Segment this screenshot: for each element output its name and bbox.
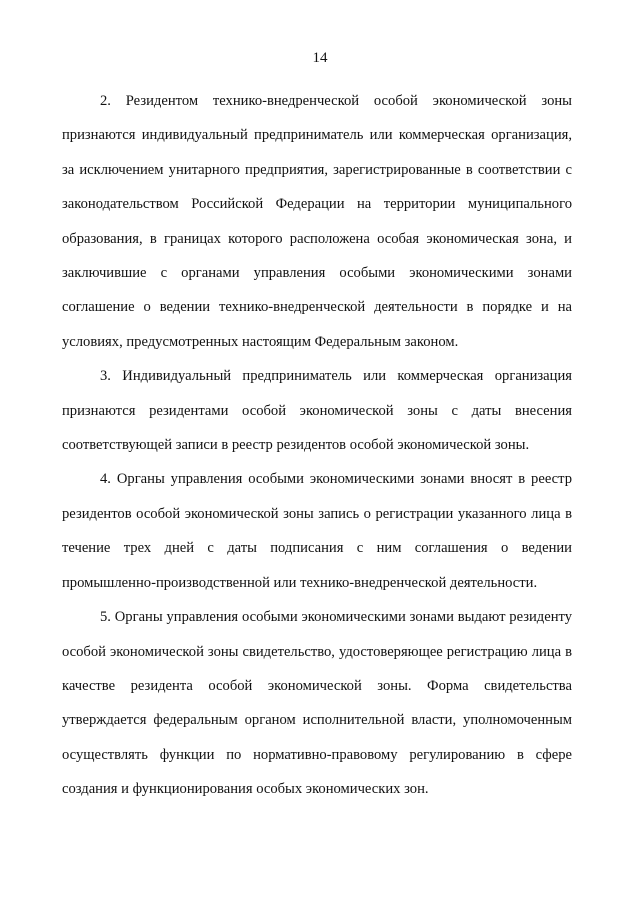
paragraph-2: 2. Резидентом технико-внедренческой особой экономической зоны признаются индивидуальный предприниматель или коммерческая организация, за исключением унитарного предприятия, зарегистрированные в соответствии с законодательством Российской Федерации на территории муниципального образования, в границах которого расположена особая экономическая зона, и заключившие с органами управления особыми экономическими зонами соглашение о ведении технико-внедренческой деятельности в порядке и на условиях, предусмотренных настоящим Федеральным законом. [62,93,572,350]
document-body [62,84,572,807]
page-number: 14 [312,50,328,66]
paragraph-4: 4. Органы управления особыми экономическими зонами вносят в реестр резидентов особой экономической зоны запись о регистрации указанного лица в течение трех дней с даты подписания с ним соглашения о ведении промышленно-производственной или технико-внедренческой деятельности. [62,471,572,591]
paragraph-3: 3. Индивидуальный предприниматель или коммерческая организация признаются резидентами особой экономической зоны с даты внесения соответствующей записи в реестр резидентов особой экономической зоны. [62,368,572,454]
paragraph-5: 5. Органы управления особыми экономическими зонами выдают резиденту особой экономической зоны свидетельство, удостоверяющее регистрацию лица в качестве резидента особой экономической зоны. Форма свидетельства утверждается федеральным органом исполнительной власти, уполномоченным осуществлять функции по нормативно-правовому регулированию в сфере создания и функционирования особых экономических зон. [62,609,572,798]
